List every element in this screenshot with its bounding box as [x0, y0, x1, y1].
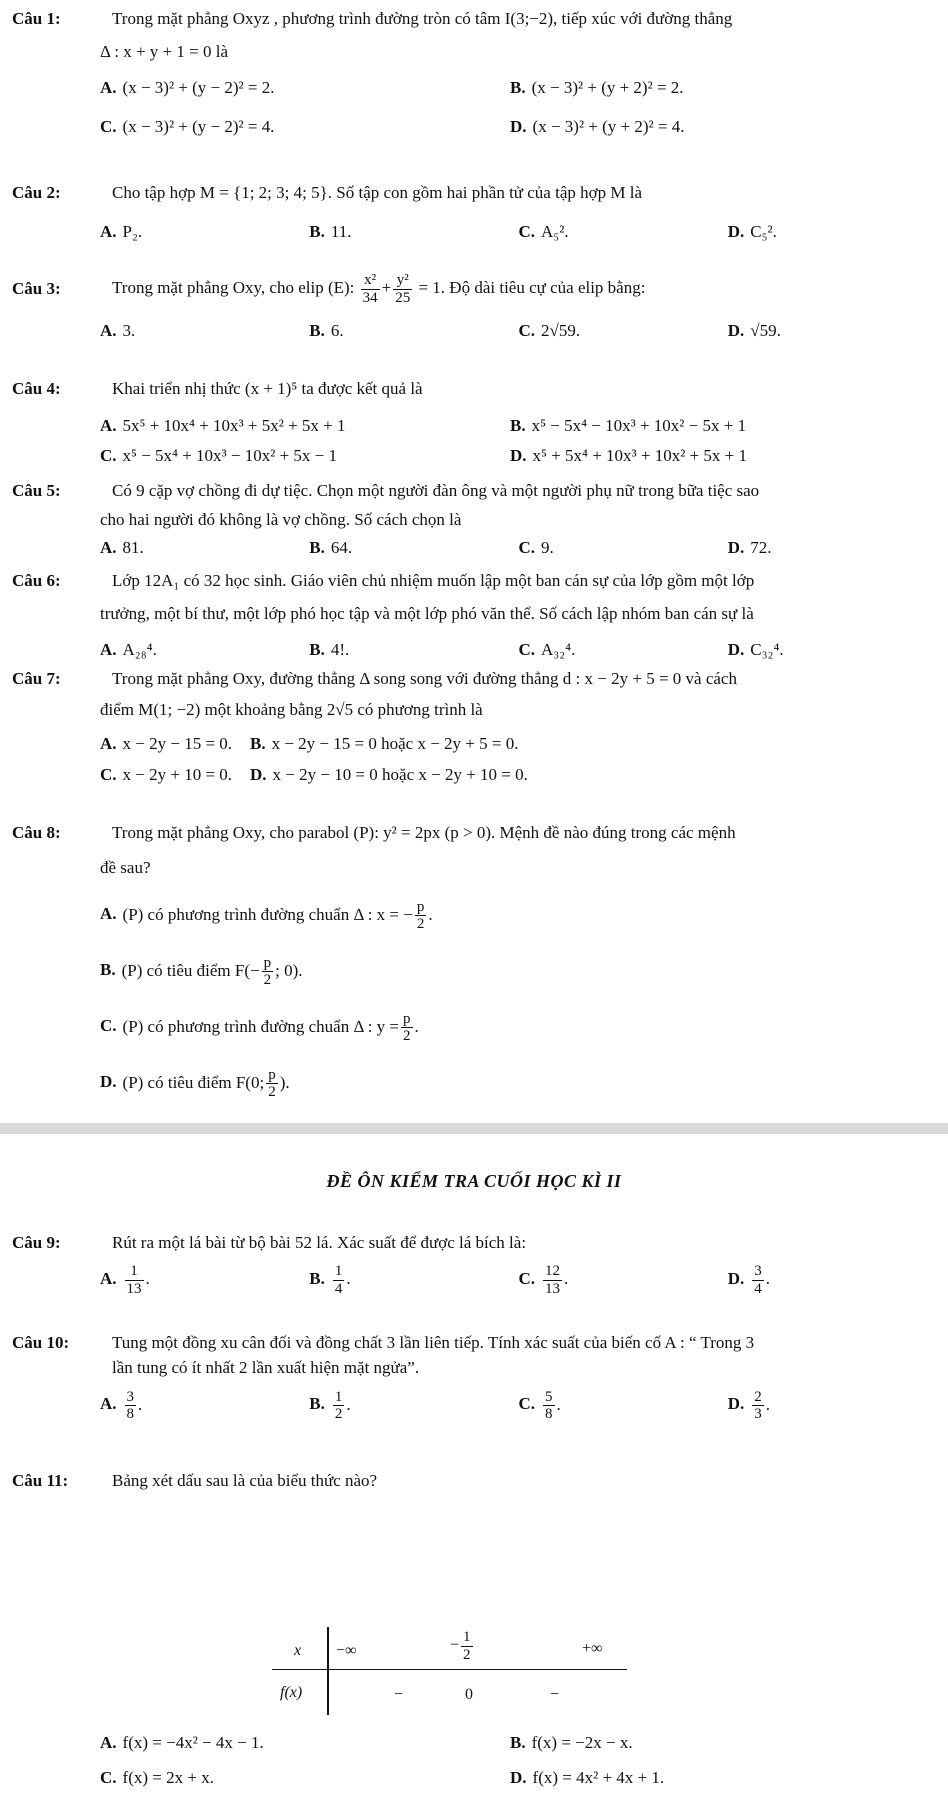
question-label: Câu 10:	[12, 1333, 70, 1352]
question-label: Câu 8:	[12, 823, 61, 842]
option-d[interactable]: D. (P) có tiêu điểm F(0; $\frac{p}{2}$ ).	[100, 1066, 290, 1100]
option-b[interactable]: B. (P) có tiêu điểm F(− $\frac{p}{2}$ ; 0).	[100, 954, 303, 988]
option-c[interactable]: C. A₅².	[518, 222, 569, 242]
page-separator	[0, 1123, 948, 1134]
option-b[interactable]: B. 6.	[309, 321, 344, 340]
option-b[interactable]: B. $\frac{1}{2}$ .	[309, 1388, 351, 1422]
option-d[interactable]: D. C₅².	[727, 222, 777, 242]
option-d[interactable]: D. $\frac{2}{3}$ .	[727, 1388, 771, 1422]
fraction-y2-25: $\frac{\text{y²}}{25}$	[395, 272, 411, 306]
option-a[interactable]: A. 5x⁵ + 10x⁴ + 10x³ + 5x² + 5x + 1	[100, 416, 346, 436]
question-1	[12, 8, 937, 137]
question-7	[12, 668, 937, 785]
option-d[interactable]: D. 72.	[727, 537, 772, 557]
option-b[interactable]: B. $\frac{1}{4}$ .	[309, 1263, 351, 1297]
option-b[interactable]: B. f(x) = −2x − x.	[510, 1733, 633, 1752]
question-text-cont: lần tung có ít nhất 2 lần xuất hiện mặt ngửa”.	[112, 1358, 420, 1378]
option-c[interactable]: C. (x − 3)² + (y − 2)² = 4.	[100, 116, 275, 136]
option-c[interactable]: C. 9.	[518, 537, 554, 557]
question-label: Câu 9:	[12, 1233, 61, 1252]
question-text-cont: Δ : x + y + 1 = 0 là	[100, 42, 228, 62]
question-text: Trong mặt phẳng Oxyz , phương trình đường tròn có tâm I(3;−2), tiếp xúc với đường thẳng	[112, 9, 733, 28]
question-text-end: = 1. Độ dài tiêu cự của elip bằng:	[418, 277, 646, 297]
question-text: Rút ra một lá bài từ bộ bài 52 lá. Xác suất để được lá bích là:	[112, 1233, 527, 1252]
option-a[interactable]: A. P₂.	[100, 222, 143, 242]
option-a[interactable]: A. x − 2y − 15 = 0.	[100, 733, 233, 753]
option-c[interactable]: C. $\frac{12}{13}$ .	[518, 1263, 569, 1297]
fraction-x2-34: $\frac{\text{x²}}{34}$	[362, 272, 378, 306]
option-a[interactable]: A. f(x) = −4x² − 4x − 1.	[100, 1733, 264, 1752]
question-text: Bảng xét dấu sau là của biểu thức nào?	[112, 1471, 378, 1490]
question-text-cont: cho hai người đó không là vợ chồng. Số cách chọn là	[100, 510, 462, 530]
question-label: Câu 4:	[12, 379, 61, 398]
question-8	[12, 822, 937, 1101]
sign-table-divider	[327, 1627, 329, 1715]
option-d[interactable]: D. C₃₂⁴.	[727, 639, 784, 659]
sign-table-sign-right: −	[550, 1686, 560, 1703]
option-b[interactable]: B. 4!.	[309, 639, 350, 659]
question-label: Câu 3:	[12, 279, 61, 299]
option-c[interactable]: C. $\frac{5}{8}$ .	[518, 1388, 561, 1422]
option-b[interactable]: B. 64.	[309, 537, 353, 557]
question-5	[12, 480, 937, 558]
option-c[interactable]: C. x − 2y + 10 = 0.	[100, 764, 233, 784]
question-11	[12, 1470, 937, 1491]
sign-table-root: − $\frac{1}{2}$	[450, 1629, 471, 1663]
question-label: Câu 11:	[12, 1471, 69, 1490]
option-a[interactable]: A. $\frac{3}{8}$ .	[100, 1388, 143, 1422]
option-d[interactable]: D. √59.	[727, 321, 781, 340]
question-11-options	[12, 1732, 937, 1789]
question-text-cont: đề sau?	[100, 858, 151, 878]
sign-table-neg-inf: −∞	[336, 1642, 357, 1659]
exam-heading: ĐỀ ÔN KIỂM TRA CUỐI HỌC KÌ II	[326, 1171, 622, 1191]
question-label: Câu 7:	[12, 669, 61, 688]
question-text: Tung một đồng xu cân đối và đồng chất 3 lần liên tiếp. Tính xác suất của biến cố A : “ Trong 3	[112, 1333, 755, 1352]
question-text: Cho tập hợp M = {1; 2; 3; 4; 5}. Số tập con gồm hai phần tử của tập hợp M là	[112, 183, 642, 202]
question-6	[12, 570, 937, 660]
question-text: Có 9 cặp vợ chồng đi dự tiệc. Chọn một người đàn ông và một người phụ nữ trong bữa tiệc sao	[112, 481, 760, 500]
question-text: Khai triển nhị thức (x + 1)⁵ ta được kết quả là	[112, 379, 423, 398]
option-d[interactable]: D. $\frac{3}{4}$ .	[727, 1263, 771, 1297]
option-a[interactable]: A. (P) có phương trình đường chuẩn Δ : x = − $\frac{p}{2}$ .	[100, 898, 433, 932]
question-text-cont: điểm M(1; −2) một khoảng bằng 2√5 có phương trình là	[100, 700, 483, 720]
question-text: Trong mặt phẳng Oxy, cho parabol (P): y² = 2px (p > 0). Mệnh đề nào đúng trong các mệnh	[112, 823, 736, 842]
sign-table-pos-inf: +∞	[582, 1640, 603, 1657]
option-d[interactable]: D. x − 2y − 10 = 0 hoặc x − 2y + 10 = 0.	[250, 764, 528, 784]
question-10	[12, 1332, 937, 1423]
question-text: Trong mặt phẳng Oxy, cho elip (E):	[112, 277, 355, 297]
option-b[interactable]: B. 11.	[309, 222, 352, 242]
option-a[interactable]: A. 3.	[100, 321, 136, 340]
option-c[interactable]: C. 2√59.	[518, 321, 581, 340]
option-c[interactable]: C. A₃₂⁴.	[518, 639, 576, 659]
question-3: Câu 3: Trong mặt phẳng Oxy, cho elip (E): $\frac{\text{x²}}{34}$ + $\frac{\text{y²}}{25}$ = 1. Độ dài tiêu cự của elip bằng: A. 3. B. 6. C. 2√59. D. √59.	[12, 272, 937, 341]
sign-table-zero: 0	[465, 1686, 473, 1703]
option-a[interactable]: A. 81.	[100, 537, 144, 557]
option-a[interactable]: A. (x − 3)² + (y − 2)² = 2.	[100, 77, 275, 97]
option-b[interactable]: B. x − 2y − 15 = 0 hoặc x − 2y + 5 = 0.	[250, 733, 519, 753]
question-4	[12, 378, 937, 466]
sign-table-fx-label: f(x)	[280, 1684, 303, 1701]
question-label: Câu 5:	[12, 481, 61, 500]
option-b[interactable]: B. (x − 3)² + (y + 2)² = 2.	[510, 77, 684, 97]
option-c[interactable]: C. x⁵ − 5x⁴ + 10x³ − 10x² + 5x − 1	[100, 445, 338, 465]
question-label: Câu 6:	[12, 571, 61, 590]
option-c[interactable]: C. (P) có phương trình đường chuẩn Δ : y = $\frac{p}{2}$ .	[100, 1010, 419, 1044]
sign-table-sign-left: −	[394, 1686, 404, 1703]
question-9	[12, 1232, 937, 1297]
option-b[interactable]: B. x⁵ − 5x⁴ − 10x³ + 10x² − 5x + 1	[510, 416, 747, 436]
question-2	[12, 182, 937, 243]
question-text: Trong mặt phẳng Oxy, đường thẳng Δ song song với đường thẳng d : x − 2y + 5 = 0 và cách	[112, 669, 737, 688]
option-a[interactable]: A. $\frac{1}{13}$ .	[100, 1263, 150, 1297]
option-c[interactable]: C. f(x) = 2x + x.	[100, 1768, 214, 1788]
question-label: Câu 2:	[12, 183, 61, 202]
option-d[interactable]: D. (x − 3)² + (y + 2)² = 4.	[510, 116, 685, 136]
sign-table	[272, 1627, 627, 1715]
option-a[interactable]: A. A₂₈⁴.	[100, 639, 157, 659]
option-d[interactable]: D. f(x) = 4x² + 4x + 1.	[510, 1768, 665, 1788]
option-d[interactable]: D. x⁵ + 5x⁴ + 10x³ + 10x² + 5x + 1	[510, 445, 748, 465]
question-text-cont: trưởng, một bí thư, một lớp phó học tập và một lớp phó văn thể. Số cách lập nhóm ban cán sự là	[100, 604, 754, 624]
question-label: Câu 1:	[12, 9, 61, 28]
sign-table-x-label: x	[294, 1642, 302, 1659]
question-text: Lớp 12A₁ có 32 học sinh. Giáo viên chủ nhiệm muốn lập một ban cán sự của lớp gồm một lớp	[112, 571, 755, 590]
